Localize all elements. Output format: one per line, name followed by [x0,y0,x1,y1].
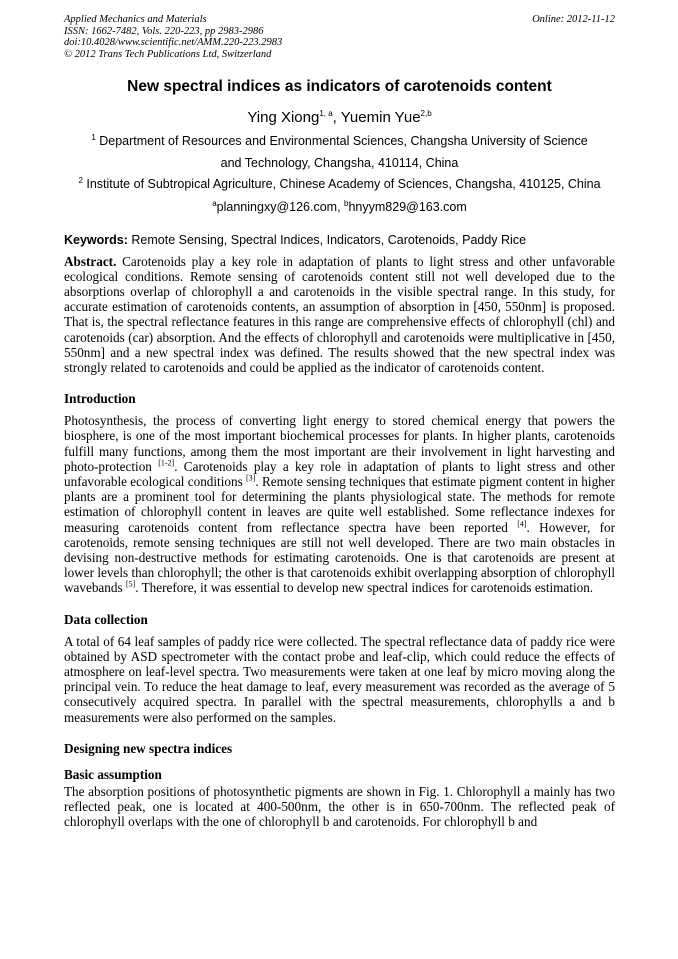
body-text: Photosynthesis, the process of converting light energy to stored chemical energy that powers the biosphere, is one of the most important biochemical processes for plants. In higher plants, carotenoids fulfill many functions, among them the most important are their involvement in light harvesting and photo-protection [64,413,615,474]
affiliation-text: Department of Resources and Environmental Sciences, Changsha University of Science [95,134,588,148]
copyright-line: © 2012 Trans Tech Publications Ltd, Switzerland [64,48,272,60]
doi-line: doi:10.4028/www.scientific.net/AMM.220-223.2983 [64,37,283,48]
email-address: hnyym829@163.com [348,199,467,214]
email-superscript: a [212,198,217,208]
affiliation-text: Institute of Subtropical Agriculture, Chinese Academy of Sciences, Changsha, 410125, China [82,177,601,191]
issn-line: ISSN: 1662-7482, Vols. 220-223, pp 2983-2986 [64,25,264,37]
abstract-text: Carotenoids play a key role in adaptation of plants to light stress and other unfavorable ecological conditions. Remote sensing of carotenoids content still not well developed due to the absorptions overlap of chlorophyll a and carotenoids in the visible spectral range. In this study, for accurate estimation of carotenoids contents, an assumption of absorption in [450, 550nm] is proposed. That is, the spectral reflectance features in this range are comprehensive effects of chlorophyll (chl) and carotenoids (car) absorption. And the effects of chlorophyll and carotenoids were multiplicative in [450, 550nm] and a new spectral index was defined. The results showed that the new spectral index was strongly related to carotenoids and could be applied as the indicator of carotenoids content. [64,253,615,375]
subsection-heading-basic-assumption: Basic assumption [64,766,162,782]
keywords-text: Remote Sensing, Spectral Indices, Indicators, Carotenoids, Paddy Rice [127,232,527,247]
online-date: Online: 2012-11-12 [532,14,615,25]
basic-assumption-body: The absorption positions of photosynthetic pigments are shown in Fig. 1. Chlorophyll a mainly has two reflected peak, one is located at 400-500nm, the other is in 650-700nm. The reflected peak of chlorophyll overlaps with the one of chlorophyll b and carotenoids. For chlorophyll b and [64,783,615,830]
section-heading-data-collection: Data collection [64,611,148,627]
paper-title: New spectral indices as indicators of carotenoids content [127,78,552,95]
introduction-body [64,413,615,595]
section-heading-introduction: Introduction [64,391,136,407]
data-collection-body: A total of 64 leaf samples of paddy rice were collected. The spectral reflectance data of paddy rice were obtained by ASD spectrometer with the contact probe and leaf-clip, which could reduce the effects of atmosphere on leaf-level spectra. Two measurements were taken at one leaf by micro moving along the principal vein. To reduce the heat damage to leaf, every measurement was recorded as the average of 5 consecutively acquired spectra. In parallel with the spectral measurements, chlorophylls a and b measurements were also performed on the samples. [64,633,615,725]
affiliations [64,131,615,196]
journal-header [64,14,615,60]
author-superscript: 1, a [319,109,333,118]
paper-page [64,14,615,829]
citation: [1-2] [158,458,175,468]
affiliation-number: 1 [91,132,96,142]
keywords [64,232,615,248]
author-line [64,109,615,127]
affiliation-2 [64,174,615,196]
email-superscript: b [344,198,349,208]
body-text: . However, for carotenoids, remote sensing techniques are still not well developed. There are two main obstacles in devising non-destructive methods for estimating carotenoids. One is that carotenoids are present at lower levels than chlorophyll; the other is that carotenoids exhibit overlapping absorption of chlorophyll wavebands [64,519,616,596]
citation: [4] [517,519,527,529]
body-text: . Carotenoids play a key role in adaptation of plants to light stress and other unfavorable ecological conditions [64,458,615,489]
email-line [64,198,615,216]
body-text: . Remote sensing techniques that estimate pigment content in higher plants are a prominent tool for determining the plants physiological state. The methods for remote estimation of chlorophyll content in leaves are quite well established. Some reflectance indexes for measuring carotenoids content from reflectance spectra have been reported [64,473,615,535]
author-name: Yuemin Yue [340,109,421,126]
journal-name: Applied Mechanics and Materials [64,14,207,25]
affiliation-1-cont: and Technology, Changsha, 410114, China [220,155,459,170]
section-heading-designing: Designing new spectra indices [64,740,233,756]
citation: [5] [125,579,136,589]
author-separator: , [332,109,341,126]
citation: [3] [246,473,256,483]
affiliation-number: 2 [78,175,83,185]
keywords-label: Keywords: [64,232,128,247]
affiliation-1 [64,131,615,153]
abstract [64,254,615,376]
abstract-label: Abstract. [64,253,117,269]
email-address: planningxy@126.com, [216,199,345,214]
body-text: . Therefore, it was essential to develop new spectral indices for carotenoids estimation. [135,580,594,596]
author-name: Ying Xiong [247,109,320,126]
author-superscript: 2,b [420,109,432,118]
